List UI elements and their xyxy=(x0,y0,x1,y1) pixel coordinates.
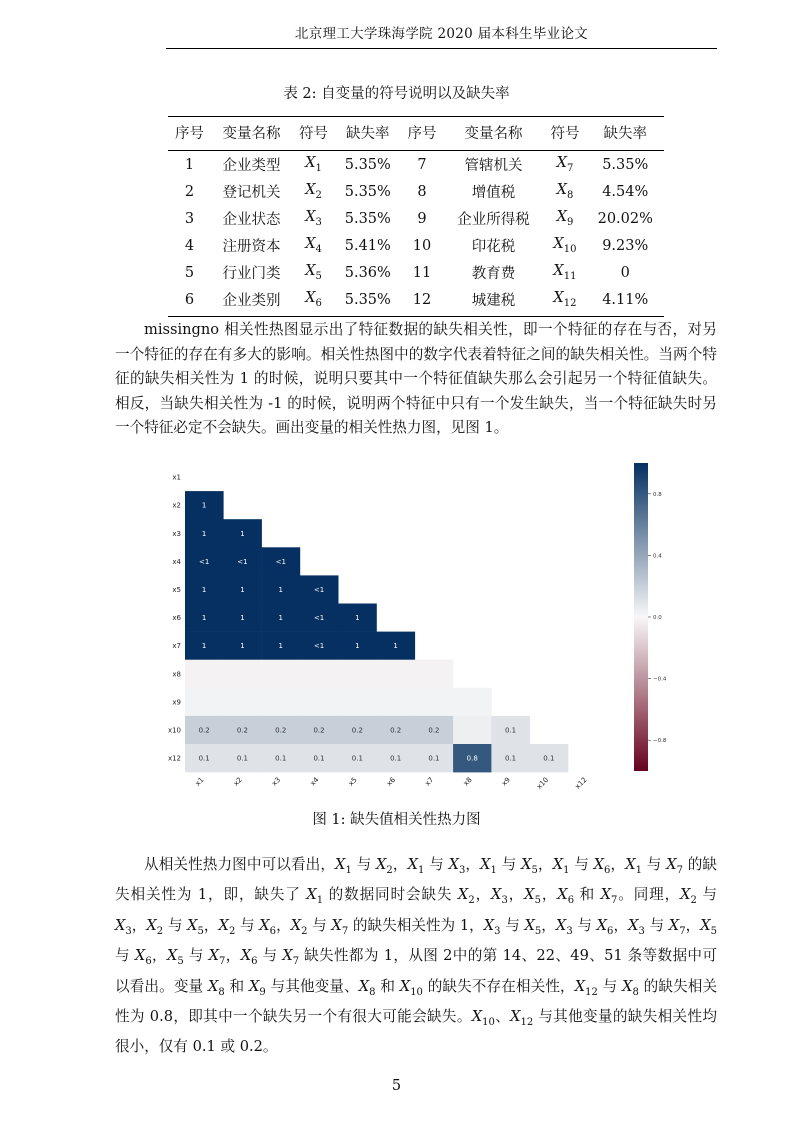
heatmap-cell xyxy=(223,688,262,716)
cell-var-name: 企业类型 xyxy=(222,158,281,174)
cell-var-name: 教育费 xyxy=(471,266,516,282)
cell-label: 1 xyxy=(278,642,283,651)
symbol-text xyxy=(553,263,577,282)
cell-missing-rate: 5.35% xyxy=(602,156,649,173)
page-header: 北京理工大学珠海学院 2020 届本科生毕业论文 xyxy=(166,22,717,49)
cell-label: 0.1 xyxy=(198,754,210,763)
symbol-letter: X xyxy=(556,155,567,172)
cell-missing-rate: 5.35% xyxy=(335,286,400,317)
cell-label: 0.2 xyxy=(390,726,402,735)
cell-missing-rate: 4.11% xyxy=(587,286,665,317)
cell-index: 6 xyxy=(168,286,211,317)
symbol-sub: 7 xyxy=(566,162,574,174)
cell-symbol xyxy=(292,178,335,205)
symbol-sub: 10 xyxy=(563,243,577,255)
col-header: 序号 xyxy=(168,117,211,151)
y-tick-label: x10 xyxy=(167,726,181,735)
heatmap-cell xyxy=(338,688,377,716)
y-tick-label: x6 xyxy=(172,614,181,623)
table-row xyxy=(168,205,664,232)
colorbar-tick-label: 0.0 xyxy=(653,615,662,621)
cell-var-name: 增值税 xyxy=(471,185,516,201)
symbol-text xyxy=(305,263,322,282)
cell-label: <1 xyxy=(313,585,325,594)
x-tick-label: x12 xyxy=(573,775,589,791)
cell-index: 3 xyxy=(184,210,195,227)
col-header: 序号 xyxy=(400,117,443,151)
cell-label: 1 xyxy=(393,642,398,651)
cell-symbol xyxy=(292,286,335,317)
colorbar xyxy=(634,463,648,771)
colorbar-tick-label: −0.4 xyxy=(653,676,667,683)
cell-label: 0.1 xyxy=(428,754,440,763)
symbol-letter: X xyxy=(556,209,567,226)
cell-label: 0.8 xyxy=(466,754,478,763)
symbol-sub: 3 xyxy=(315,216,322,228)
colorbar-tick-label: 0.8 xyxy=(653,491,662,498)
cell-var-name: 管辖机关 xyxy=(464,158,523,174)
table-row xyxy=(168,259,664,286)
heatmap-cell xyxy=(377,660,416,688)
cell-symbol xyxy=(292,151,335,179)
page-number: 5 xyxy=(391,1078,402,1094)
heatmap-cell xyxy=(415,660,454,688)
cell-symbol xyxy=(292,232,335,259)
y-tick-label: x5 xyxy=(172,585,181,594)
col-header: 变量名称 xyxy=(444,117,544,151)
heatmap-cell xyxy=(415,688,454,716)
cell-index: 2 xyxy=(184,183,195,200)
y-tick-label: x1 xyxy=(172,473,181,482)
x-tick-label: x8 xyxy=(461,775,474,788)
symbol-text xyxy=(305,209,322,228)
x-tick-label: x9 xyxy=(500,775,512,788)
cell-label: 1 xyxy=(201,529,207,538)
table-row xyxy=(168,178,664,205)
cell-label: 0.1 xyxy=(543,754,555,763)
cell-missing-rate: 20.02% xyxy=(597,210,653,227)
heatmap-cell xyxy=(185,688,224,716)
x-tick-label: x4 xyxy=(308,775,321,788)
x-tick-label: x6 xyxy=(385,775,398,788)
y-tick-label: x7 xyxy=(172,642,181,651)
cell-label: 1 xyxy=(355,642,360,651)
cell-index: 7 xyxy=(417,156,427,173)
x-tick-label: x2 xyxy=(232,775,244,788)
y-tick-label: x9 xyxy=(172,698,181,707)
cell-label: 0.2 xyxy=(313,726,325,735)
cell-label: 1 xyxy=(240,585,245,594)
cell-label: 1 xyxy=(201,614,207,623)
heatmap-cell xyxy=(453,716,492,744)
col-header: 变量名称 xyxy=(211,117,292,151)
cell-label: 1 xyxy=(278,614,283,623)
table-caption: 表 2: 自变量的符号说明以及缺失率 xyxy=(283,86,510,102)
cell-label: 0.2 xyxy=(275,726,287,735)
symbol-text xyxy=(556,209,574,228)
symbol-sub: 1 xyxy=(315,162,322,174)
cell-label: 0.2 xyxy=(236,726,249,735)
cell-label: 1 xyxy=(201,642,207,651)
colorbar-tick-label: 0.4 xyxy=(653,553,662,560)
symbol-letter: X xyxy=(305,263,316,280)
table-row xyxy=(168,286,664,317)
cell-missing-rate: 5.41% xyxy=(344,237,391,254)
cell-missing-rate: 5.35% xyxy=(344,183,391,200)
cell-index: 12 xyxy=(400,286,443,317)
cell-label: <1 xyxy=(275,557,286,566)
cell-label: 1 xyxy=(201,501,207,510)
symbol-text xyxy=(553,236,577,255)
paragraph-intro: missingno 相关性热图显示出了特征数据的缺失相关性，即一个特征的存在与否，对另一个特征的存在有多大的影响。相关性热图中的数字代表着特征之间的缺失相关性。当两个特征的缺失相关性为 1 的时候，说明只要其中一个特征值缺失那么会引起另一个特征值缺失。相反，当缺失相关性为 -1 的时候，说明两个特征中只有一个发生缺失，当一个特征缺失时另一个特征必定不会缺失。画出变量的相关性热力图，见图 1。 xyxy=(115,321,717,436)
cell-missing-rate: 5.35% xyxy=(344,156,391,173)
cell-var-name: 注册资本 xyxy=(222,239,281,255)
y-tick-label: x8 xyxy=(172,670,181,679)
symbol-text xyxy=(305,182,322,201)
symbol-text xyxy=(556,182,574,201)
symbol-sub: 12 xyxy=(563,297,577,309)
cell-label: 0.1 xyxy=(351,754,363,763)
cell-symbol xyxy=(543,178,586,205)
x-tick-label: x3 xyxy=(270,775,283,788)
cell-label: <1 xyxy=(198,557,210,566)
y-tick-label: x12 xyxy=(167,754,181,763)
cell-var-name: 印花税 xyxy=(471,239,516,255)
symbol-letter: X xyxy=(553,290,564,307)
cell-missing-rate: 4.54% xyxy=(602,183,649,200)
symbol-sub: 4 xyxy=(315,243,322,255)
symbol-text xyxy=(305,290,322,309)
symbol-letter: X xyxy=(305,290,316,307)
cell-label: 0.1 xyxy=(313,754,325,763)
cell-label: 1 xyxy=(240,642,245,651)
cell-label: 0.1 xyxy=(236,754,249,763)
cell-label: 1 xyxy=(278,585,283,594)
cell-label: <1 xyxy=(313,614,325,623)
cell-symbol xyxy=(292,259,335,286)
symbol-sub: 2 xyxy=(315,189,322,201)
heatmap-cell xyxy=(185,660,224,688)
y-tick-label: x4 xyxy=(172,557,181,566)
cell-label: 0.2 xyxy=(351,726,363,735)
heatmap-cell xyxy=(223,660,262,688)
cell-index: 5 xyxy=(184,264,195,281)
heatmap-cell xyxy=(300,688,339,716)
symbol-letter: X xyxy=(553,236,564,253)
cell-var-name: 行业门类 xyxy=(222,266,281,282)
cell-label: 1 xyxy=(355,614,360,623)
cell-label: 0.2 xyxy=(428,726,440,735)
heatmap-cell xyxy=(262,660,301,688)
missing-correlation-heatmap xyxy=(163,458,667,798)
cell-missing-rate: 5.36% xyxy=(344,264,391,281)
heatmap-cell xyxy=(453,688,492,716)
y-tick-label: x2 xyxy=(172,501,181,510)
symbol-sub: 8 xyxy=(566,189,574,201)
cell-index: 11 xyxy=(412,264,432,281)
cell-label: 0.1 xyxy=(390,754,402,763)
cell-label: 1 xyxy=(240,529,245,538)
heatmap-cell xyxy=(300,660,339,688)
symbol-letter: X xyxy=(305,182,316,199)
cell-label: 1 xyxy=(201,585,207,594)
cell-symbol xyxy=(543,286,586,317)
symbol-text xyxy=(556,155,574,174)
symbol-text xyxy=(305,236,322,255)
col-header: 缺失率 xyxy=(335,117,400,151)
variables-table xyxy=(168,116,664,317)
symbol-sub: 9 xyxy=(566,216,574,228)
cell-var-name: 企业状态 xyxy=(222,212,281,228)
symbol-letter: X xyxy=(556,182,567,199)
cell-index: 10 xyxy=(412,237,432,254)
cell-var-name: 登记机关 xyxy=(222,185,281,201)
y-tick-label: x3 xyxy=(172,529,181,538)
cell-symbol xyxy=(543,259,586,286)
x-tick-label: x7 xyxy=(423,775,436,788)
symbol-sub: 11 xyxy=(563,270,577,282)
cell-index: 1 xyxy=(184,156,195,173)
cell-var-name: 企业所得税 xyxy=(457,212,530,228)
cell-symbol xyxy=(543,151,586,179)
cell-missing-rate: 9.23% xyxy=(602,237,649,254)
heatmap-cell xyxy=(338,660,377,688)
cell-missing-rate: 5.35% xyxy=(344,210,391,227)
cell-symbol xyxy=(292,205,335,232)
cell-label: 1 xyxy=(240,614,245,623)
x-tick-label: x1 xyxy=(193,775,206,788)
table-row xyxy=(168,232,664,259)
cell-label: <1 xyxy=(237,557,248,566)
cell-label: 0.1 xyxy=(504,754,517,763)
table-row xyxy=(168,151,664,179)
symbol-text xyxy=(305,155,322,174)
col-header: 符号 xyxy=(292,117,335,151)
cell-label: <1 xyxy=(313,642,325,651)
heatmap-cell xyxy=(262,688,301,716)
heatmap-cell xyxy=(377,688,416,716)
colorbar-tick-label: −0.8 xyxy=(653,738,667,745)
col-header: 缺失率 xyxy=(587,117,665,151)
cell-missing-rate: 0 xyxy=(620,264,630,281)
x-tick-label: x10 xyxy=(535,775,551,791)
symbol-letter: X xyxy=(305,236,316,253)
cell-index: 8 xyxy=(417,183,427,200)
cell-var-name: 企业类别 xyxy=(211,286,292,317)
col-header: 符号 xyxy=(543,117,586,151)
cell-index: 9 xyxy=(417,210,427,227)
cell-symbol xyxy=(543,232,586,259)
symbol-sub: 6 xyxy=(315,297,322,309)
symbol-sub: 5 xyxy=(315,270,322,282)
cell-index: 4 xyxy=(184,237,195,254)
figure-caption: 图 1: 缺失值相关性热力图 xyxy=(312,812,481,828)
cell-label: 0.2 xyxy=(198,726,210,735)
cell-label: 0.1 xyxy=(275,754,287,763)
x-tick-label: x5 xyxy=(347,775,359,788)
cell-symbol xyxy=(543,205,586,232)
table-header-row xyxy=(168,117,664,151)
cell-var-name: 城建税 xyxy=(444,286,544,317)
cell-label: 0.1 xyxy=(504,726,517,735)
paragraph-analysis: 从相关性热力图中可以看出，$X_1$ 与 $X_2$，$X_1$ 与 $X_3$，$X_1$ 与 $X_5$，$X_1$ 与 $X_6$，$X_1$ 与 $X_7$ 的缺失相关性为 1，即，缺失了 $X_1$ 的数据同时会缺失 $X_2$，$X_3$，$X_5$，$X_6$ 和 $X_7$。同理，$X_2$ 与 $X_3$，$X_2$ 与 $X_5$，$X_2$ 与 $X_6$，$X_2$ 与 $X_7$ 的缺失相关性为 1，$X_3$ 与 $X_5$，$X_3$ 与 $X_6$，$X_3$ 与 $X_7$，$X_5$ 与 $X_6$，$X_5$ 与 $X_7$，$X_6$ 与 $X_7$ 缺失性都为 1，从图 2中的第 14、22、49、51 条等数据中可以看出。变量 $X_8$ 和 $X_9$ 与其他变量、$X_8$ 和 $X_{10}$ 的缺失不存在相关性，$X_{12}$ 与 $X_8$ 的缺失相关性为 0.8，即其中一个缺失另一个有很大可能会缺失。$X_{10}$、$X_{12}$ 与其他变量的缺失相关性均很小，仅有 0.1 或 0.2。 xyxy=(115,856,718,1056)
symbol-letter: X xyxy=(553,263,564,280)
symbol-text xyxy=(553,290,577,309)
symbol-letter: X xyxy=(305,209,316,226)
symbol-letter: X xyxy=(305,155,316,172)
